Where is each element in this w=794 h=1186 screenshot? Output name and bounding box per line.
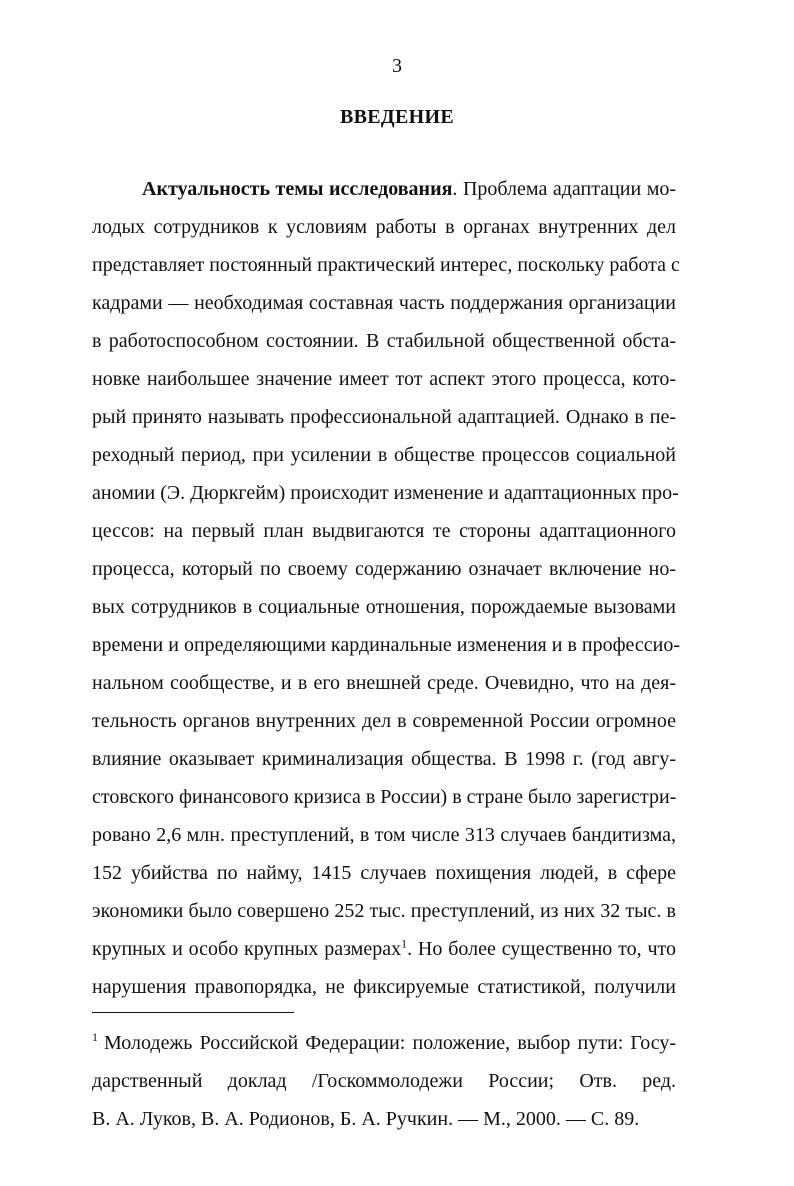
footnote-reference[interactable]: 1 [401,936,408,951]
paragraph-line: в работоспособном состоянии. В стабильной общественной обста- [92,330,676,352]
footnote-divider [92,1012,294,1013]
paragraph-line: стовского финансового кризиса в России) в стране было зарегистри- [92,786,677,808]
paragraph-line: времени и определяющими кардинальные изменения и в профессио- [92,634,681,656]
footnote-line-2: дарственный доклад /Госкоммолодежи России; Отв. ред. [92,1070,676,1092]
paragraph-line: лодых сотрудников к условиям работы в органах внутренних дел [92,216,676,238]
paragraph-line: процесса, который по своему содержанию означает включение но- [92,558,676,580]
paragraph-line-with-footnote-ref [92,936,676,962]
paragraph-lead-bold: Актуальность темы исследования [142,178,453,200]
section-heading: ВВЕДЕНИЕ [340,106,454,128]
paragraph-line: представляет постоянный практический интерес, поскольку работа с [92,254,680,276]
paragraph-line: аномии (Э. Дюркгейм) происходит изменение и адаптационных про- [92,482,679,504]
paragraph-line: тельность органов внутренних дел в современной России огромное [92,710,676,732]
footnote-text-1: Молодежь Российской Федерации: положение, выбор пути: Госу- [104,1032,676,1054]
paragraph-line: цессов: на первый план выдвигаются те стороны адаптационного [92,520,676,542]
paragraph-line: кадрами — необходимая составная часть поддержания организации [92,292,676,314]
paragraph-line: 152 убийства по найму, 1415 случаев похищения людей, в сфере [92,862,676,884]
paragraph-ref-before: крупных и особо крупных размерах [92,938,402,960]
paragraph-line: реходный период, при усилении в обществе процессов социальной [92,444,676,466]
paragraph-line: влияние оказывает криминализация общества. В 1998 г. (год авгу- [92,748,676,770]
footnote-marker: 1 [92,1030,98,1045]
paragraph-ref-after: . Но более существенно то, что [407,938,676,960]
paragraph-line: экономики было совершено 252 тыс. преступлений, из них 32 тыс. в [92,900,676,922]
footnote-line-3: В. А. Луков, В. А. Родионов, Б. А. Ручкин. — М., 2000. — С. 89. [92,1108,640,1130]
paragraph-line: ровано 2,6 млн. преступлений, в том числе 313 случаев бандитизма, [92,824,676,846]
paragraph-line-1-rest: . Проблема адаптации мо- [452,178,677,200]
paragraph-line: новке наибольшее значение имеет тот аспект этого процесса, кото- [92,368,676,390]
paragraph-last-line: нарушения правопорядка, не фиксируемые статистикой, получили [92,976,676,998]
page-number: 3 [392,55,402,77]
paragraph-line: рый принято называть профессиональной адаптацией. Однако в пе- [92,406,676,428]
paragraph-line: вых сотрудников в социальные отношения, порождаемые вызовами [92,596,676,618]
paragraph-line: нальном сообществе, и в его внешней среде. Очевидно, что на дея- [92,672,676,694]
footnote-line-1 [92,1030,676,1056]
paragraph-line-1 [142,176,676,202]
